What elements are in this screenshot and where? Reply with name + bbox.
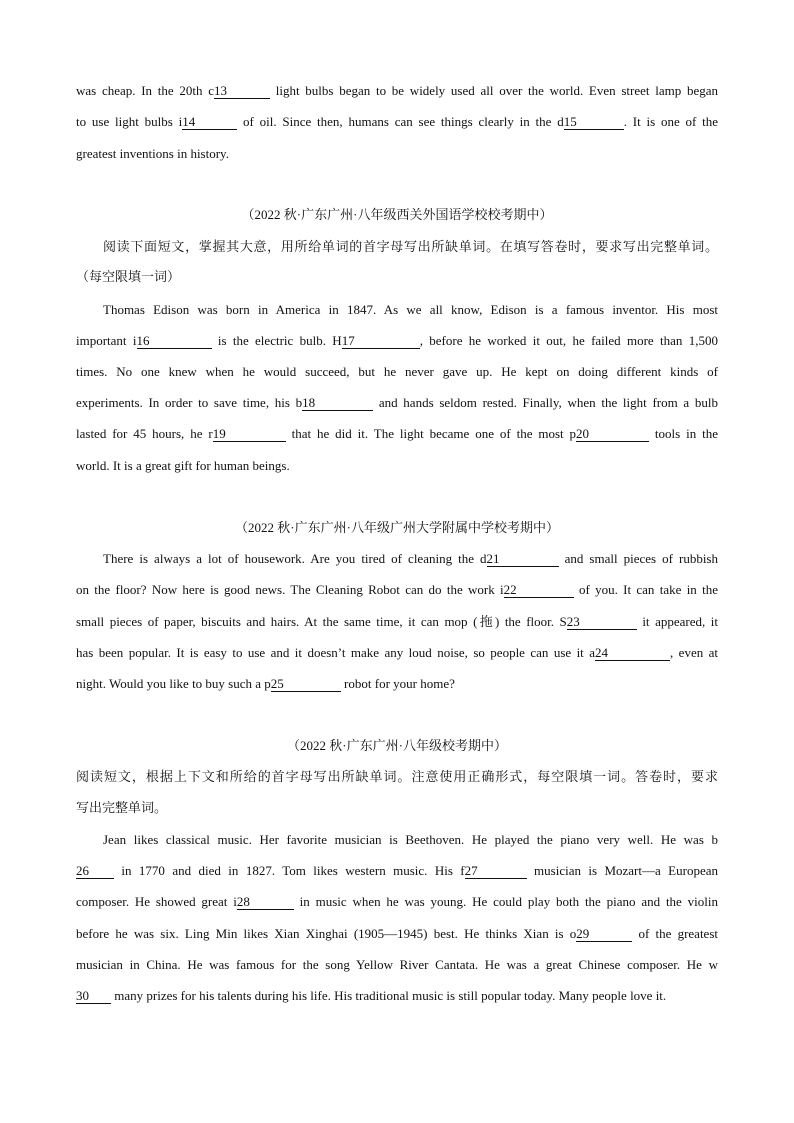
instruction-text: 写出完整单词。: [76, 800, 168, 815]
passage-line: to use light bulbs i14 of oil. Since then, humans can see things clearly in the d15 . It is one of the: [76, 114, 719, 129]
passage-line: composer. He showed great i28 in music when he was young. He could play both the piano and the violin: [76, 894, 718, 909]
passage-line: 26 in 1770 and died in 1827. Tom likes western music. His f27 musician is Mozart—a European: [76, 863, 718, 878]
answer-blank[interactable]: 25: [271, 676, 341, 692]
passage-line: There is always a lot of housework. Are you tired of cleaning the d21 and small pieces of rubbish: [103, 551, 718, 566]
answer-blank[interactable]: 15: [564, 114, 624, 130]
instruction-text: （每空限填一词）: [76, 269, 181, 284]
answer-blank[interactable]: 22: [504, 582, 574, 598]
answer-blank[interactable]: 20: [576, 426, 649, 442]
answer-blank[interactable]: 30: [76, 988, 111, 1004]
answer-blank[interactable]: 21: [487, 551, 559, 567]
passage-line: night. Would you like to buy such a p25 robot for your home?: [76, 676, 455, 691]
section-heading: （2022 秋·广东广州·八年级西关外国语学校校考期中）: [241, 207, 553, 222]
passage-line: Jean likes classical music. Her favorite musician is Beethoven. He played the piano very well. He was b: [103, 832, 718, 847]
passage-line: small pieces of paper, biscuits and hairs. At the same time, it can mop (拖) the floor. S23 it appeared, it: [76, 614, 718, 629]
answer-blank[interactable]: 23: [567, 614, 637, 630]
passage-line: was cheap. In the 20th c13 light bulbs began to be widely used all over the world. Even street lamp began: [76, 83, 719, 98]
answer-blank[interactable]: 18: [302, 395, 373, 411]
passage-line: has been popular. It is easy to use and it doesn’t make any loud noise, so people can use it a24 , even at: [76, 645, 719, 660]
section-heading: （2022 秋·广东广州·八年级校考期中）: [287, 738, 507, 753]
section-heading: （2022 秋·广东广州·八年级广州大学附属中学校考期中）: [235, 520, 559, 535]
passage-line: lasted for 45 hours, he r19 that he did it. The light became one of the most p20 tools in the: [76, 426, 718, 441]
passage-line: 30 many prizes for his talents during his life. His traditional music is still popular today. Many people love it.: [76, 988, 667, 1003]
answer-blank[interactable]: 26: [76, 863, 114, 879]
answer-blank[interactable]: 29: [576, 926, 632, 942]
passage-line: world. It is a great gift for human beings.: [76, 458, 290, 473]
answer-blank[interactable]: 16: [137, 333, 212, 349]
passage-line: greatest inventions in history.: [76, 146, 229, 161]
passage-line: times. No one knew when he would succeed, but he never gave up. He kept on doing different kinds of: [76, 364, 718, 379]
answer-blank[interactable]: 14: [182, 114, 237, 130]
passage-line: before he was six. Ling Min likes Xian Xinghai (1905—1945) best. He thinks Xian is o29 of the greatest: [76, 926, 718, 941]
answer-blank[interactable]: 27: [465, 863, 527, 879]
passage-line: Thomas Edison was born in America in 1847. As we all know, Edison is a famous inventor. His most: [103, 302, 718, 317]
instruction-text: 阅读下面短文，掌握其大意，用所给单词的首字母写出所缺单词。在填写答卷时，要求写出完整单词。: [103, 239, 718, 254]
passage-line: on the floor? Now here is good news. The Cleaning Robot can do the work i22 of you. It can take in the: [76, 582, 718, 597]
answer-blank[interactable]: 17: [342, 333, 420, 349]
passage-line: important i16 is the electric bulb. H17 , before he worked it out, he failed more than 1,500: [76, 333, 718, 348]
instruction-text: 阅读短文，根据上下文和所给的首字母写出所缺单词。注意使用正确形式，每空限填一词。答卷时，要求: [76, 769, 718, 784]
passage-line: musician in China. He was famous for the song Yellow River Cantata. He was a great Chinese composer. He w: [76, 957, 718, 972]
answer-blank[interactable]: 19: [213, 426, 286, 442]
passage-line: experiments. In order to save time, his b18 and hands seldom rested. Finally, when the light from a bulb: [76, 395, 718, 410]
answer-blank[interactable]: 28: [237, 894, 294, 910]
answer-blank[interactable]: 24: [595, 645, 670, 661]
answer-blank[interactable]: 13: [214, 83, 270, 99]
